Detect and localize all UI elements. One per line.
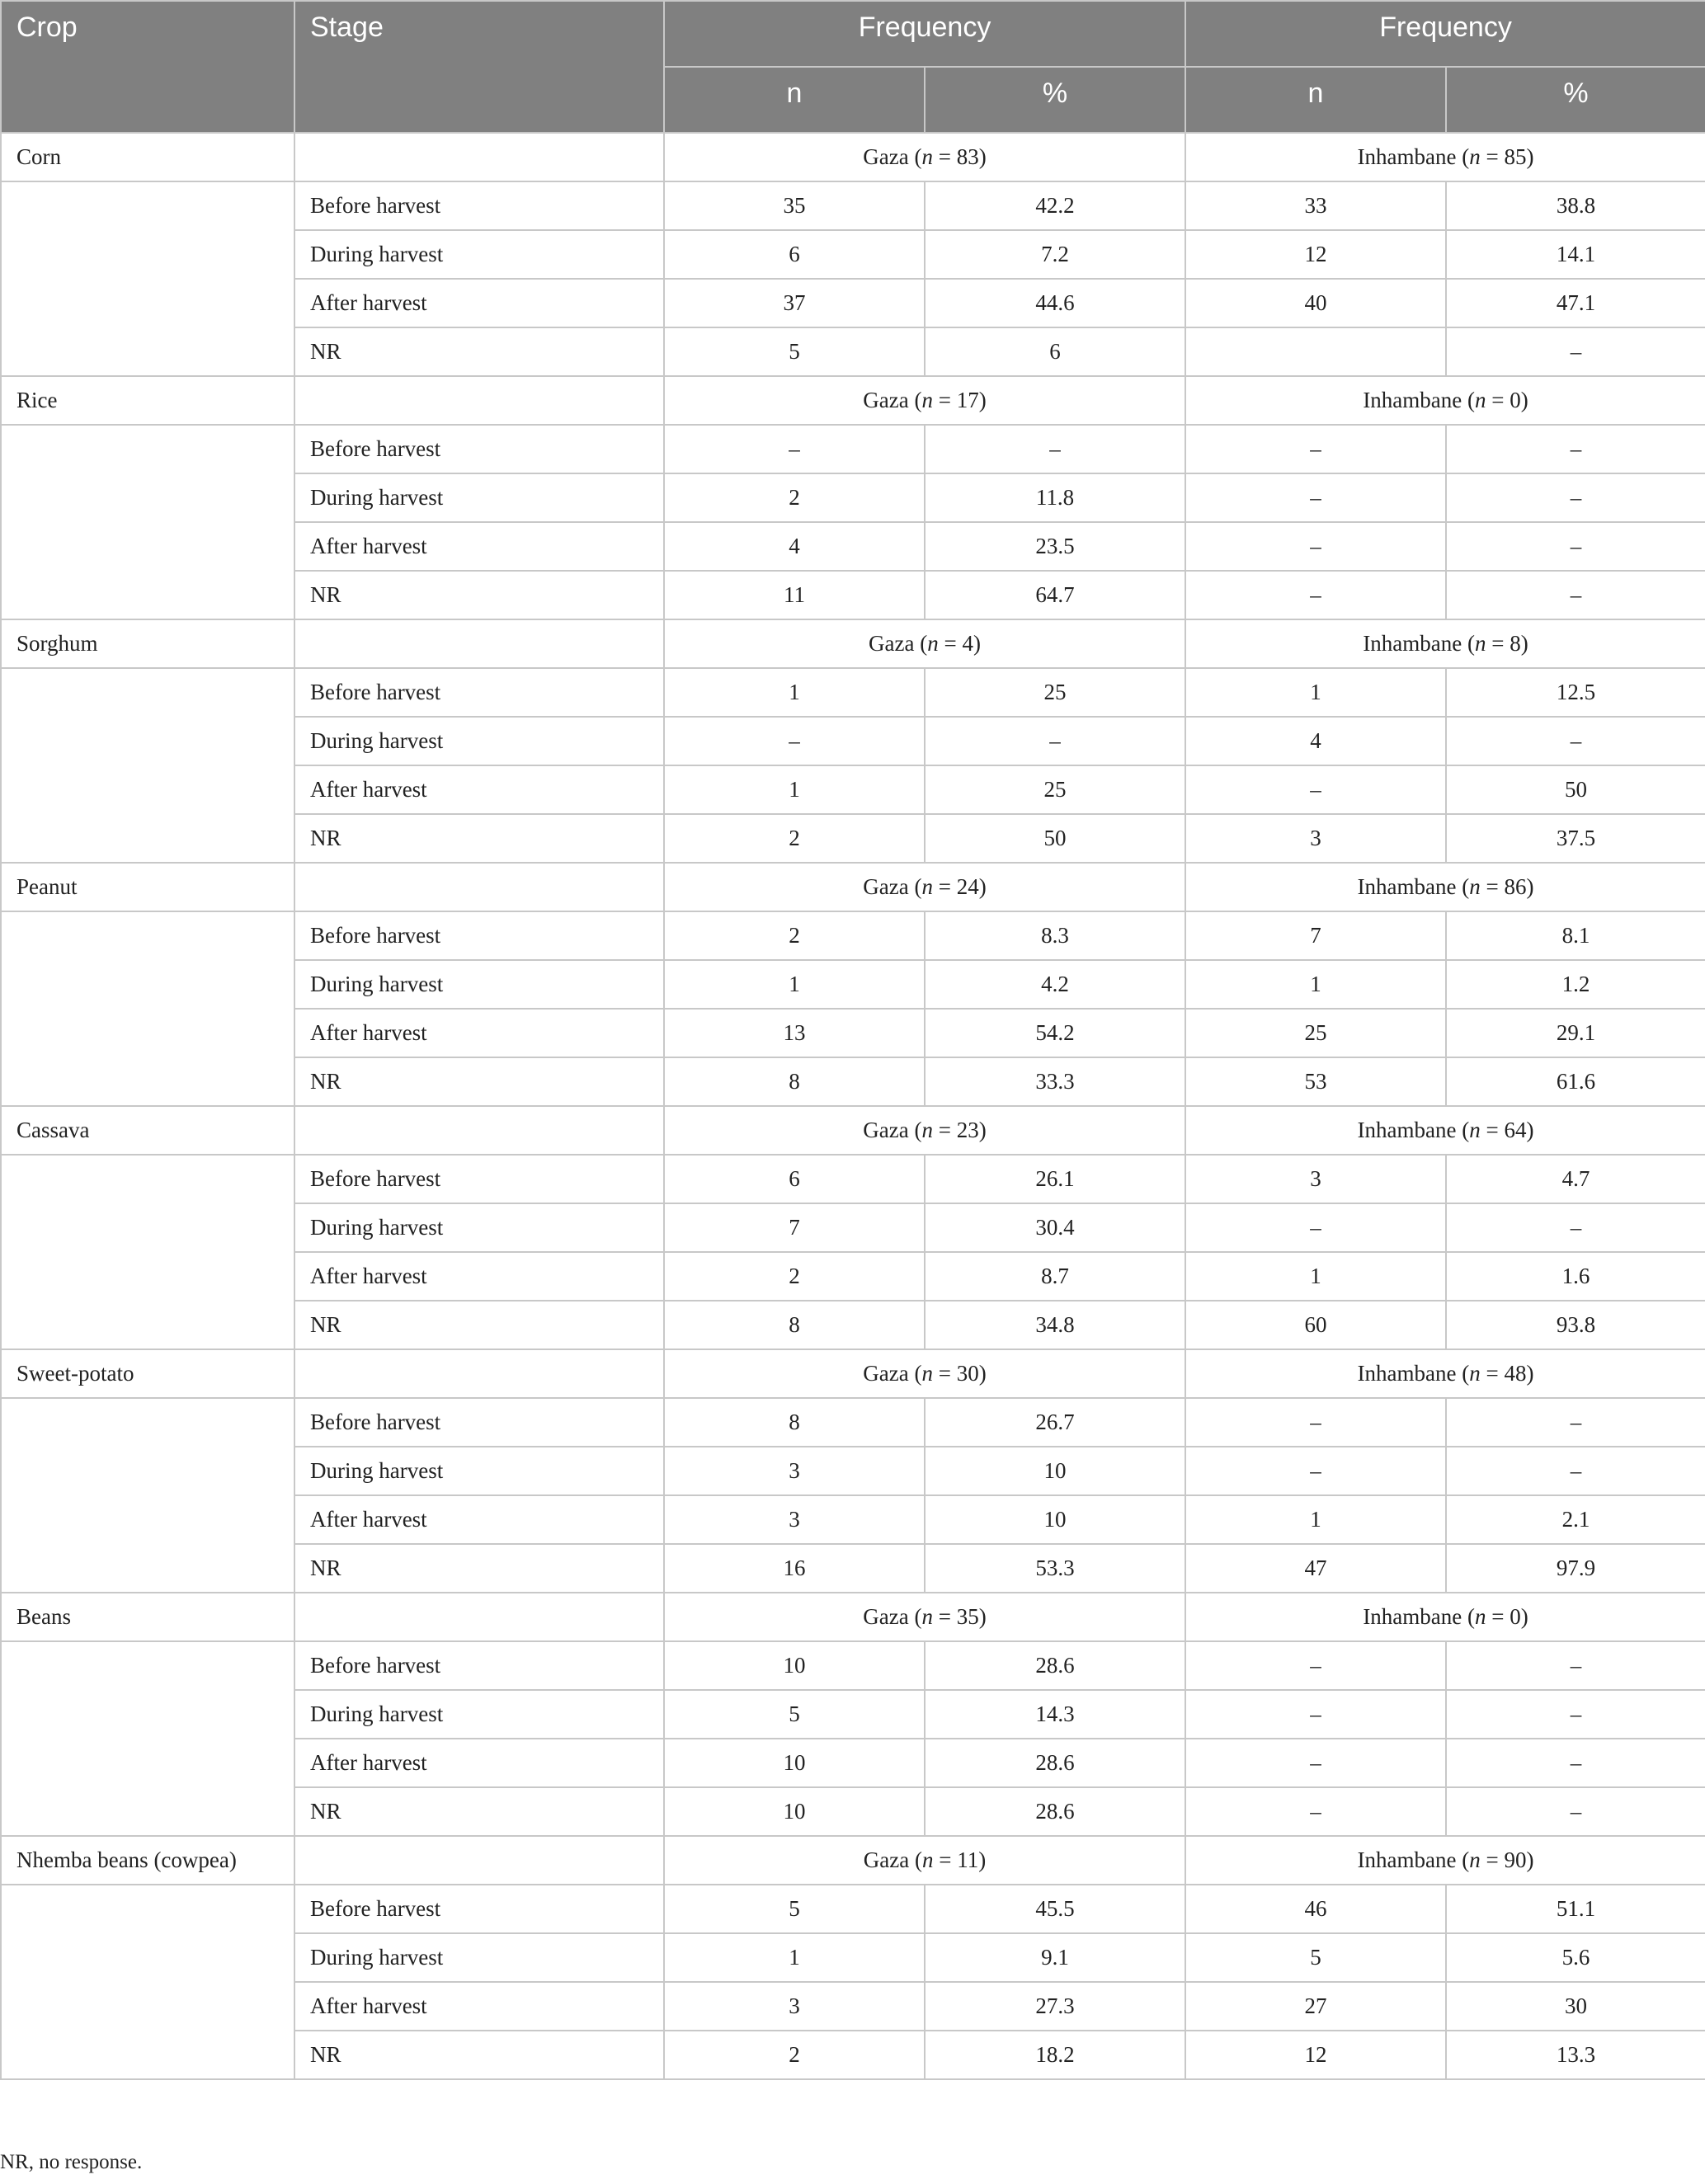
inhambane-sample-size: Inhambane (n = 90) xyxy=(1185,1836,1705,1885)
stage-label: After harvest xyxy=(294,279,664,327)
gaza-sample-size: Gaza (n = 83) xyxy=(664,133,1185,181)
gaza-pct-value: 9.1 xyxy=(925,1933,1185,1982)
crop-group-row xyxy=(1,376,1705,425)
inhambane-n-value: 46 xyxy=(1185,1885,1446,1933)
inhambane-n-value: – xyxy=(1185,1690,1446,1739)
inhambane-pct-value: – xyxy=(1446,327,1705,376)
crop-group-row xyxy=(1,1836,1705,1885)
gaza-n-value: 16 xyxy=(664,1544,925,1593)
inhambane-pct-value: 2.1 xyxy=(1446,1495,1705,1544)
inhambane-pct-value: 5.6 xyxy=(1446,1933,1705,1982)
crop-name: Beans xyxy=(1,1593,294,1641)
inhambane-pct-value: – xyxy=(1446,1739,1705,1787)
stage-label: NR xyxy=(294,2031,664,2079)
sample-n-symbol: n xyxy=(921,1361,933,1386)
crop-stage-empty xyxy=(294,1836,664,1885)
gaza-sample-size: Gaza (n = 17) xyxy=(664,376,1185,425)
inhambane-pct-value: 37.5 xyxy=(1446,814,1705,863)
gaza-pct-value: – xyxy=(925,717,1185,765)
stage-label: After harvest xyxy=(294,765,664,814)
stage-label: NR xyxy=(294,1301,664,1349)
gaza-pct-value: 44.6 xyxy=(925,279,1185,327)
gaza-pct-value: 45.5 xyxy=(925,1885,1185,1933)
gaza-n-value: 5 xyxy=(664,1885,925,1933)
crop-name: Cassava xyxy=(1,1106,294,1155)
sample-n-symbol: n xyxy=(1469,144,1481,169)
gaza-pct-value: 64.7 xyxy=(925,571,1185,619)
inhambane-n-value xyxy=(1185,327,1446,376)
sample-n-symbol: n xyxy=(921,874,933,899)
gaza-sample-size: Gaza (n = 30) xyxy=(664,1349,1185,1398)
gaza-pct-value: 23.5 xyxy=(925,522,1185,571)
inhambane-n-value: – xyxy=(1185,765,1446,814)
sample-n-symbol: n xyxy=(922,1847,934,1872)
gaza-pct-value: 6 xyxy=(925,327,1185,376)
stage-label: NR xyxy=(294,814,664,863)
inhambane-n-value: 7 xyxy=(1185,911,1446,960)
stage-label: After harvest xyxy=(294,1495,664,1544)
inhambane-sample-size: Inhambane (n = 86) xyxy=(1185,863,1705,911)
table-body xyxy=(1,133,1705,2079)
gaza-n-value: 1 xyxy=(664,1933,925,1982)
gaza-pct-value: 10 xyxy=(925,1495,1185,1544)
stage-label: During harvest xyxy=(294,1690,664,1739)
gaza-pct-value: 11.8 xyxy=(925,473,1185,522)
sample-n-symbol: n xyxy=(1469,1847,1481,1872)
inhambane-n-value: – xyxy=(1185,522,1446,571)
table-row xyxy=(1,1641,1705,1690)
inhambane-pct-value: – xyxy=(1446,473,1705,522)
gaza-n-value: 2 xyxy=(664,2031,925,2079)
stage-label: After harvest xyxy=(294,1739,664,1787)
crop-group-row xyxy=(1,863,1705,911)
stage-label: During harvest xyxy=(294,230,664,279)
inhambane-n-value: 1 xyxy=(1185,1252,1446,1301)
header-frequency-inhambane: Frequency xyxy=(1185,1,1705,67)
inhambane-n-value: – xyxy=(1185,1787,1446,1836)
gaza-n-value: 6 xyxy=(664,1155,925,1203)
crop-group-row xyxy=(1,619,1705,668)
inhambane-pct-value: 50 xyxy=(1446,765,1705,814)
stage-label: NR xyxy=(294,327,664,376)
gaza-n-value: – xyxy=(664,717,925,765)
inhambane-pct-value: – xyxy=(1446,717,1705,765)
stage-label: Before harvest xyxy=(294,425,664,473)
table-row xyxy=(1,181,1705,230)
gaza-pct-value: 26.1 xyxy=(925,1155,1185,1203)
crop-stage-empty xyxy=(294,863,664,911)
inhambane-pct-value: 30 xyxy=(1446,1982,1705,2031)
table-row xyxy=(1,911,1705,960)
gaza-sample-size: Gaza (n = 24) xyxy=(664,863,1185,911)
stage-label: Before harvest xyxy=(294,1885,664,1933)
inhambane-n-value: 12 xyxy=(1185,2031,1446,2079)
gaza-pct-value: 4.2 xyxy=(925,960,1185,1009)
stage-label: After harvest xyxy=(294,1982,664,2031)
inhambane-pct-value: 12.5 xyxy=(1446,668,1705,717)
table-row xyxy=(1,668,1705,717)
stage-label: During harvest xyxy=(294,1933,664,1982)
gaza-n-value: 1 xyxy=(664,668,925,717)
table-row xyxy=(1,1155,1705,1203)
gaza-n-value: 11 xyxy=(664,571,925,619)
gaza-n-value: 2 xyxy=(664,1252,925,1301)
sample-n-symbol: n xyxy=(921,1118,933,1142)
sample-n-symbol: n xyxy=(921,144,933,169)
gaza-n-value: 37 xyxy=(664,279,925,327)
gaza-n-value: 5 xyxy=(664,327,925,376)
inhambane-n-value: 47 xyxy=(1185,1544,1446,1593)
gaza-pct-value: 30.4 xyxy=(925,1203,1185,1252)
gaza-n-value: 2 xyxy=(664,473,925,522)
stage-label: During harvest xyxy=(294,717,664,765)
inhambane-n-value: 40 xyxy=(1185,279,1446,327)
inhambane-pct-value: – xyxy=(1446,425,1705,473)
inhambane-sample-size: Inhambane (n = 8) xyxy=(1185,619,1705,668)
inhambane-n-value: 5 xyxy=(1185,1933,1446,1982)
gaza-n-value: 8 xyxy=(664,1301,925,1349)
inhambane-n-value: 3 xyxy=(1185,814,1446,863)
gaza-pct-value: 33.3 xyxy=(925,1057,1185,1106)
inhambane-pct-value: – xyxy=(1446,1787,1705,1836)
inhambane-n-value: – xyxy=(1185,1739,1446,1787)
gaza-pct-value: 10 xyxy=(925,1447,1185,1495)
crop-group-row xyxy=(1,1593,1705,1641)
inhambane-n-value: 1 xyxy=(1185,960,1446,1009)
stage-label: After harvest xyxy=(294,1009,664,1057)
crop-blank-cell xyxy=(1,1641,294,1836)
inhambane-n-value: 1 xyxy=(1185,668,1446,717)
gaza-n-value: 1 xyxy=(664,960,925,1009)
inhambane-n-value: 27 xyxy=(1185,1982,1446,2031)
inhambane-n-value: – xyxy=(1185,1398,1446,1447)
crop-blank-cell xyxy=(1,1885,294,2079)
gaza-pct-value: 28.6 xyxy=(925,1739,1185,1787)
inhambane-n-value: – xyxy=(1185,1641,1446,1690)
inhambane-n-value: – xyxy=(1185,571,1446,619)
inhambane-n-value: 3 xyxy=(1185,1155,1446,1203)
inhambane-n-value: 60 xyxy=(1185,1301,1446,1349)
inhambane-n-value: 33 xyxy=(1185,181,1446,230)
header-row-1 xyxy=(1,1,1705,67)
inhambane-sample-size: Inhambane (n = 64) xyxy=(1185,1106,1705,1155)
gaza-n-value: – xyxy=(664,425,925,473)
gaza-pct-value: 27.3 xyxy=(925,1982,1185,2031)
inhambane-sample-size: Inhambane (n = 85) xyxy=(1185,133,1705,181)
crop-name: Peanut xyxy=(1,863,294,911)
crop-group-row xyxy=(1,1349,1705,1398)
crop-name: Sorghum xyxy=(1,619,294,668)
crop-name: Nhemba beans (cowpea) xyxy=(1,1836,294,1885)
crop-stage-empty xyxy=(294,1593,664,1641)
gaza-pct-value: 42.2 xyxy=(925,181,1185,230)
gaza-pct-value: 34.8 xyxy=(925,1301,1185,1349)
gaza-n-value: 7 xyxy=(664,1203,925,1252)
gaza-n-value: 4 xyxy=(664,522,925,571)
header-pct-gaza: % xyxy=(925,67,1185,133)
stage-label: After harvest xyxy=(294,522,664,571)
crop-blank-cell xyxy=(1,668,294,863)
gaza-pct-value: 53.3 xyxy=(925,1544,1185,1593)
gaza-pct-value: 18.2 xyxy=(925,2031,1185,2079)
crop-name: Corn xyxy=(1,133,294,181)
gaza-pct-value: 8.3 xyxy=(925,911,1185,960)
crop-stage-empty xyxy=(294,1106,664,1155)
inhambane-n-value: 1 xyxy=(1185,1495,1446,1544)
stage-label: Before harvest xyxy=(294,181,664,230)
table-header xyxy=(1,1,1705,133)
inhambane-pct-value: 93.8 xyxy=(1446,1301,1705,1349)
inhambane-pct-value: 8.1 xyxy=(1446,911,1705,960)
inhambane-n-value: – xyxy=(1185,473,1446,522)
gaza-n-value: 35 xyxy=(664,181,925,230)
stage-label: After harvest xyxy=(294,1252,664,1301)
header-frequency-gaza: Frequency xyxy=(664,1,1185,67)
stage-label: Before harvest xyxy=(294,668,664,717)
inhambane-pct-value: 1.6 xyxy=(1446,1252,1705,1301)
gaza-n-value: 6 xyxy=(664,230,925,279)
inhambane-n-value: – xyxy=(1185,1447,1446,1495)
inhambane-pct-value: – xyxy=(1446,1203,1705,1252)
stage-label: NR xyxy=(294,1057,664,1106)
crop-blank-cell xyxy=(1,1155,294,1349)
inhambane-n-value: 4 xyxy=(1185,717,1446,765)
inhambane-pct-value: 38.8 xyxy=(1446,181,1705,230)
crop-blank-cell xyxy=(1,911,294,1106)
inhambane-pct-value: 61.6 xyxy=(1446,1057,1705,1106)
gaza-pct-value: 28.6 xyxy=(925,1787,1185,1836)
stage-label: NR xyxy=(294,1544,664,1593)
crop-blank-cell xyxy=(1,181,294,376)
inhambane-pct-value: 47.1 xyxy=(1446,279,1705,327)
stage-label: Before harvest xyxy=(294,911,664,960)
gaza-n-value: 2 xyxy=(664,814,925,863)
inhambane-pct-value: 97.9 xyxy=(1446,1544,1705,1593)
crop-name: Rice xyxy=(1,376,294,425)
table-footnote: NR, no response. xyxy=(0,2151,143,2173)
table-row xyxy=(1,425,1705,473)
gaza-sample-size: Gaza (n = 11) xyxy=(664,1836,1185,1885)
gaza-sample-size: Gaza (n = 23) xyxy=(664,1106,1185,1155)
inhambane-pct-value: 51.1 xyxy=(1446,1885,1705,1933)
gaza-n-value: 10 xyxy=(664,1641,925,1690)
gaza-n-value: 10 xyxy=(664,1787,925,1836)
stage-label: During harvest xyxy=(294,1203,664,1252)
crop-name: Sweet-potato xyxy=(1,1349,294,1398)
gaza-n-value: 13 xyxy=(664,1009,925,1057)
gaza-pct-value: – xyxy=(925,425,1185,473)
header-pct-inhambane: % xyxy=(1446,67,1705,133)
inhambane-pct-value: 4.7 xyxy=(1446,1155,1705,1203)
gaza-n-value: 3 xyxy=(664,1982,925,2031)
inhambane-n-value: – xyxy=(1185,425,1446,473)
table-row xyxy=(1,1885,1705,1933)
inhambane-n-value: – xyxy=(1185,1203,1446,1252)
gaza-n-value: 8 xyxy=(664,1057,925,1106)
gaza-n-value: 10 xyxy=(664,1739,925,1787)
crop-blank-cell xyxy=(1,1398,294,1593)
inhambane-pct-value: 29.1 xyxy=(1446,1009,1705,1057)
gaza-sample-size: Gaza (n = 35) xyxy=(664,1593,1185,1641)
sample-n-symbol: n xyxy=(1469,1361,1481,1386)
gaza-pct-value: 54.2 xyxy=(925,1009,1185,1057)
stage-label: During harvest xyxy=(294,1447,664,1495)
crop-stage-empty xyxy=(294,376,664,425)
stage-label: Before harvest xyxy=(294,1155,664,1203)
sample-n-symbol: n xyxy=(921,388,933,412)
gaza-n-value: 8 xyxy=(664,1398,925,1447)
inhambane-pct-value: – xyxy=(1446,522,1705,571)
crop-blank-cell xyxy=(1,425,294,619)
table-row xyxy=(1,1398,1705,1447)
gaza-n-value: 2 xyxy=(664,911,925,960)
inhambane-pct-value: 13.3 xyxy=(1446,2031,1705,2079)
crop-stage-empty xyxy=(294,619,664,668)
gaza-sample-size: Gaza (n = 4) xyxy=(664,619,1185,668)
inhambane-pct-value: – xyxy=(1446,1690,1705,1739)
crop-stage-empty xyxy=(294,1349,664,1398)
inhambane-sample-size: Inhambane (n = 48) xyxy=(1185,1349,1705,1398)
stage-label: During harvest xyxy=(294,473,664,522)
header-stage: Stage xyxy=(294,1,664,133)
stage-label: Before harvest xyxy=(294,1641,664,1690)
stage-label: NR xyxy=(294,1787,664,1836)
crop-group-row xyxy=(1,1106,1705,1155)
sample-n-symbol: n xyxy=(927,631,939,656)
sample-n-symbol: n xyxy=(1475,388,1486,412)
inhambane-sample-size: Inhambane (n = 0) xyxy=(1185,376,1705,425)
gaza-pct-value: 7.2 xyxy=(925,230,1185,279)
inhambane-pct-value: – xyxy=(1446,571,1705,619)
inhambane-n-value: 12 xyxy=(1185,230,1446,279)
inhambane-pct-value: – xyxy=(1446,1641,1705,1690)
gaza-pct-value: 14.3 xyxy=(925,1690,1185,1739)
gaza-n-value: 3 xyxy=(664,1495,925,1544)
sample-n-symbol: n xyxy=(1475,1604,1486,1629)
stage-label: NR xyxy=(294,571,664,619)
inhambane-pct-value: – xyxy=(1446,1398,1705,1447)
header-crop: Crop xyxy=(1,1,294,133)
gaza-n-value: 5 xyxy=(664,1690,925,1739)
sample-n-symbol: n xyxy=(1475,631,1486,656)
gaza-n-value: 3 xyxy=(664,1447,925,1495)
sample-n-symbol: n xyxy=(921,1604,933,1629)
header-n-inhambane: n xyxy=(1185,67,1446,133)
stage-label: Before harvest xyxy=(294,1398,664,1447)
inhambane-n-value: 25 xyxy=(1185,1009,1446,1057)
inhambane-n-value: 53 xyxy=(1185,1057,1446,1106)
inhambane-pct-value: 14.1 xyxy=(1446,230,1705,279)
header-n-gaza: n xyxy=(664,67,925,133)
inhambane-pct-value: 1.2 xyxy=(1446,960,1705,1009)
inhambane-pct-value: – xyxy=(1446,1447,1705,1495)
crop-stage-empty xyxy=(294,133,664,181)
gaza-pct-value: 25 xyxy=(925,765,1185,814)
stage-label: During harvest xyxy=(294,960,664,1009)
gaza-pct-value: 50 xyxy=(925,814,1185,863)
gaza-pct-value: 8.7 xyxy=(925,1252,1185,1301)
crop-group-row xyxy=(1,133,1705,181)
sample-n-symbol: n xyxy=(1469,1118,1481,1142)
gaza-pct-value: 28.6 xyxy=(925,1641,1185,1690)
gaza-n-value: 1 xyxy=(664,765,925,814)
sample-n-symbol: n xyxy=(1469,874,1481,899)
inhambane-sample-size: Inhambane (n = 0) xyxy=(1185,1593,1705,1641)
gaza-pct-value: 25 xyxy=(925,668,1185,717)
gaza-pct-value: 26.7 xyxy=(925,1398,1185,1447)
